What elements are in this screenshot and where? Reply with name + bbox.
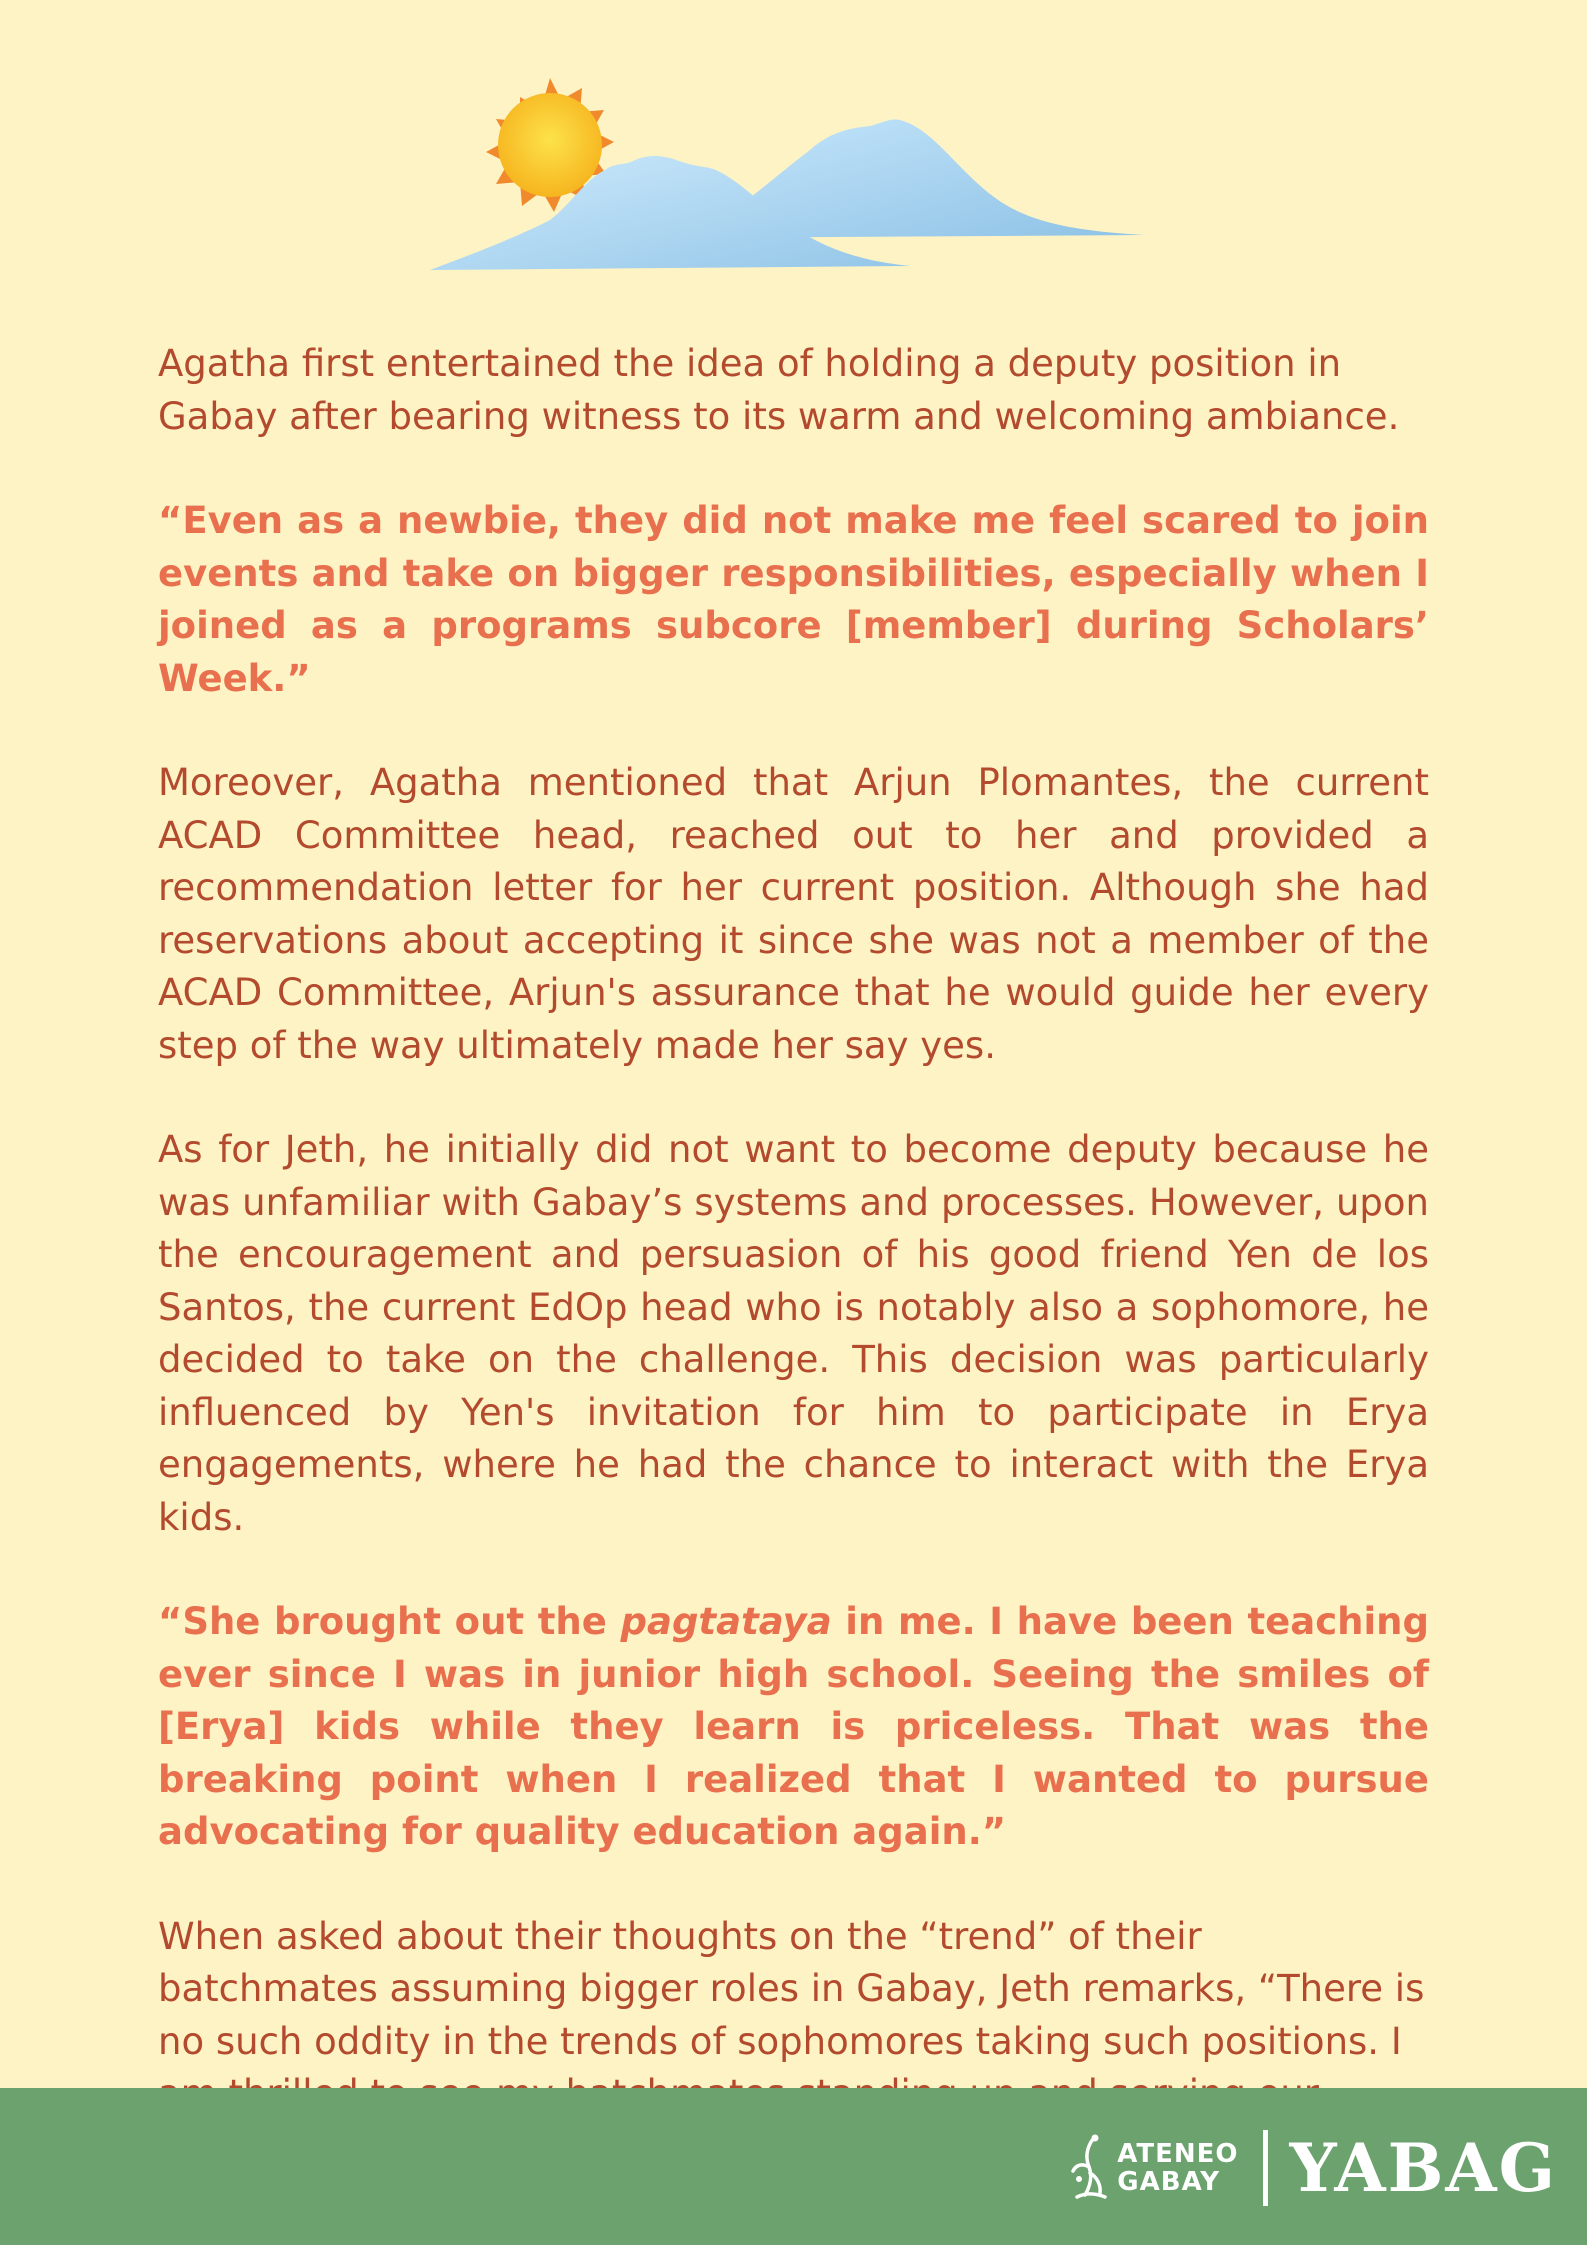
sun-clouds-illustration bbox=[430, 70, 1150, 290]
quote-jeth-emphasis: pagtataya bbox=[620, 1600, 832, 1643]
paragraph-intro: Agatha first entertained the idea of holding a deputy position in Gabay after bearing witness to its warm and welcoming ambiance. bbox=[158, 342, 1400, 438]
quote-jeth-start: “She brought out the bbox=[158, 1600, 621, 1643]
quote-agatha: “Even as a newbie, they did not make me feel scared to join events and take on bigger responsibilities, especially when I joined as a programs subcore [member] during Scholars’ Week.” bbox=[158, 499, 1429, 700]
paragraph-jeth: As for Jeth, he initially did not want to become deputy because he was unfamiliar with Gabay’s systems and processes. However, upon the encouragement and persuasion of his good friend Yen de los Santos, the current EdOp head who is notably also a sophomore, he decided to take on the challenge. This decision was particularly influenced by Yen's invitation for him to participate in Erya engagements, where he had the chance to interact with the Erya kids. bbox=[158, 1128, 1429, 1539]
paragraph-trend: When asked about their thoughts on the “trend” of their batchmates assuming bigger roles in Gabay, Jeth remarks, “There is no such oddity in the trends of sophomores taking such positions. I bbox=[158, 1914, 1425, 2063]
quote-jeth bbox=[158, 1596, 1429, 1859]
ateneo-gabay-logo bbox=[1067, 2133, 1238, 2203]
footer-band bbox=[0, 2088, 1587, 2245]
article-body bbox=[158, 338, 1429, 2225]
org-name-line1: ATENEO bbox=[1117, 2139, 1239, 2169]
footer-logos bbox=[1067, 2128, 1557, 2208]
gabay-figure-icon bbox=[1067, 2133, 1111, 2203]
org-name-line2: GABAY bbox=[1117, 2167, 1221, 2197]
paragraph-recommendation: Moreover, Agatha mentioned that Arjun Plomantes, the current ACAD Committee head, reached out to her and provided a recommendation letter for her current position. Although she had reservations about accepting it since she was not a member of the ACAD Committee, Arjun's assurance that he would guide her every step of the way ultimately made her say yes. bbox=[158, 761, 1429, 1067]
publication-name: YABAG bbox=[1289, 2129, 1557, 2207]
org-name bbox=[1117, 2140, 1238, 2196]
quote-jeth-end: in me. I have been teaching ever since I was in junior high school. Seeing the smiles of [Erya] kids while they learn is priceless. That was the breaking point when I realized that I wanted to pursue advocating for quality education again.” bbox=[158, 1600, 1429, 1853]
logo-divider bbox=[1263, 2130, 1268, 2206]
